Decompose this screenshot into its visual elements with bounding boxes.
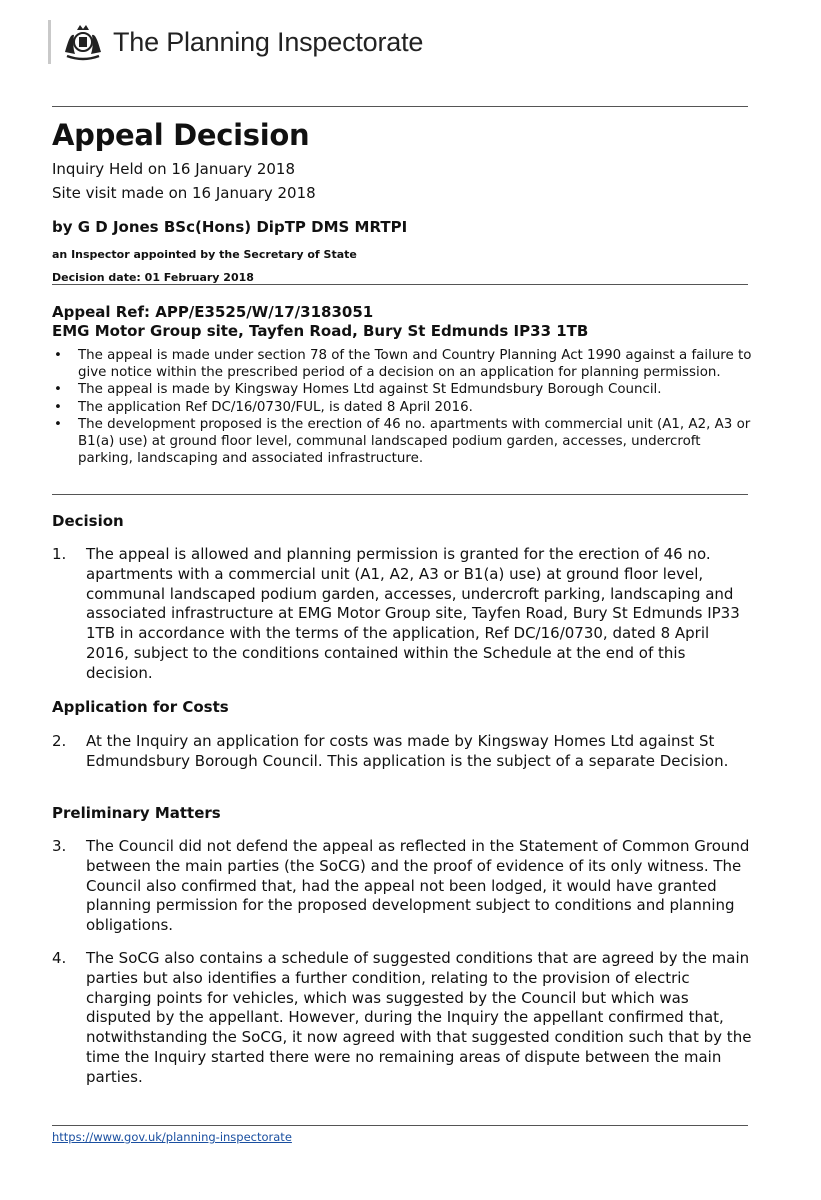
inquiry-date: Inquiry Held on 16 January 2018 (52, 160, 296, 178)
footer-rule (52, 1125, 748, 1126)
paragraph-number: 4. (52, 949, 67, 967)
header-rule (52, 106, 748, 107)
paragraph-3 (52, 837, 752, 936)
paragraph-text: The appeal is allowed and planning permission is granted for the erection of 46 no. apartments with a commercial unit (A1, A2, A3 or B1(a) use) at ground floor level, communal landscaped podium garden, accesses, undercroft parking, landscaping and associated infrastructure at EMG Motor Group site, Tayfen Road, Bury St Edmunds IP33 1TB in accordance with the terms of the application, Ref DC/16/0730, dated 8 April 2016, subject to the conditions contained within the Schedule at the end of this decision. (86, 545, 740, 682)
appeal-details-rule (52, 494, 748, 495)
paragraph-text: At the Inquiry an application for costs was made by Kingsway Homes Ltd against St Edmundsbury Borough Council. This application is the subject of a separate Decision. (86, 732, 729, 770)
list-item: • The application Ref DC/16/0730/FUL, is dated 8 April 2016. (52, 399, 752, 416)
list-item: • The appeal is made under section 78 of the Town and Country Planning Act 1990 against a failure to give notice within the prescribed period of a decision on an application for planning permission. (52, 347, 752, 381)
org-name: The Planning Inspectorate (113, 26, 424, 57)
paragraph-2 (52, 732, 752, 772)
section-heading-costs: Application for Costs (52, 698, 229, 716)
paragraph-number: 2. (52, 732, 67, 750)
paragraph-text: The Council did not defend the appeal as reflected in the Statement of Common Ground between the main parties (the SoCG) and the proof of evidence of its only witness. The Council also confirmed that, had the appeal not been lodged, it would have granted planning permission for the proposed development subject to conditions and planning obligations. (86, 837, 750, 935)
site-visit-date: Site visit made on 16 January 2018 (52, 184, 316, 202)
paragraph-1 (52, 545, 752, 684)
list-item: • The development proposed is the erection of 46 no. apartments with commercial unit (A1, A2, A3 or B1(a) use) at ground floor level, communal landscaped podium garden, accesses, undercroft parking, landscaping and associated infrastructure. (52, 416, 752, 468)
appeal-bullet-list (52, 347, 752, 467)
page-title: Appeal Decision (52, 118, 310, 152)
paragraph-number: 3. (52, 837, 67, 855)
decision-date: Decision date: 01 February 2018 (52, 271, 254, 284)
appeal-details (52, 303, 752, 467)
header-divider (48, 20, 51, 64)
appeal-ref: Appeal Ref: APP/E3525/W/17/3183051 (52, 303, 374, 321)
section-heading-preliminary: Preliminary Matters (52, 804, 221, 822)
section-heading-decision: Decision (52, 512, 124, 530)
paragraph-number: 1. (52, 545, 67, 563)
page-header (48, 14, 423, 70)
list-item: • The appeal is made by Kingsway Homes Ltd against St Edmundsbury Borough Council. (52, 381, 752, 398)
footer-link[interactable]: https://www.gov.uk/planning-inspectorate (52, 1130, 292, 1144)
royal-crest-icon (61, 22, 105, 62)
appeal-site: EMG Motor Group site, Tayfen Road, Bury St Edmunds IP33 1TB (52, 322, 589, 340)
appointed-by: an Inspector appointed by the Secretary of State (52, 248, 357, 261)
paragraph-4 (52, 949, 752, 1088)
decision-date-rule (52, 284, 748, 285)
inspector-name: by G D Jones BSc(Hons) DipTP DMS MRTPI (52, 218, 408, 236)
paragraph-text: The SoCG also contains a schedule of suggested conditions that are agreed by the main parties but also identifies a further condition, relating to the provision of electric charging points for vehicles, which was suggested by the Council but which was disputed by the appellant. However, during the Inquiry the appellant confirmed that, notwithstanding the SoCG, it now agreed with that suggested condition such that by the time the Inquiry started there were no remaining areas of dispute between the main parties. (86, 949, 752, 1086)
